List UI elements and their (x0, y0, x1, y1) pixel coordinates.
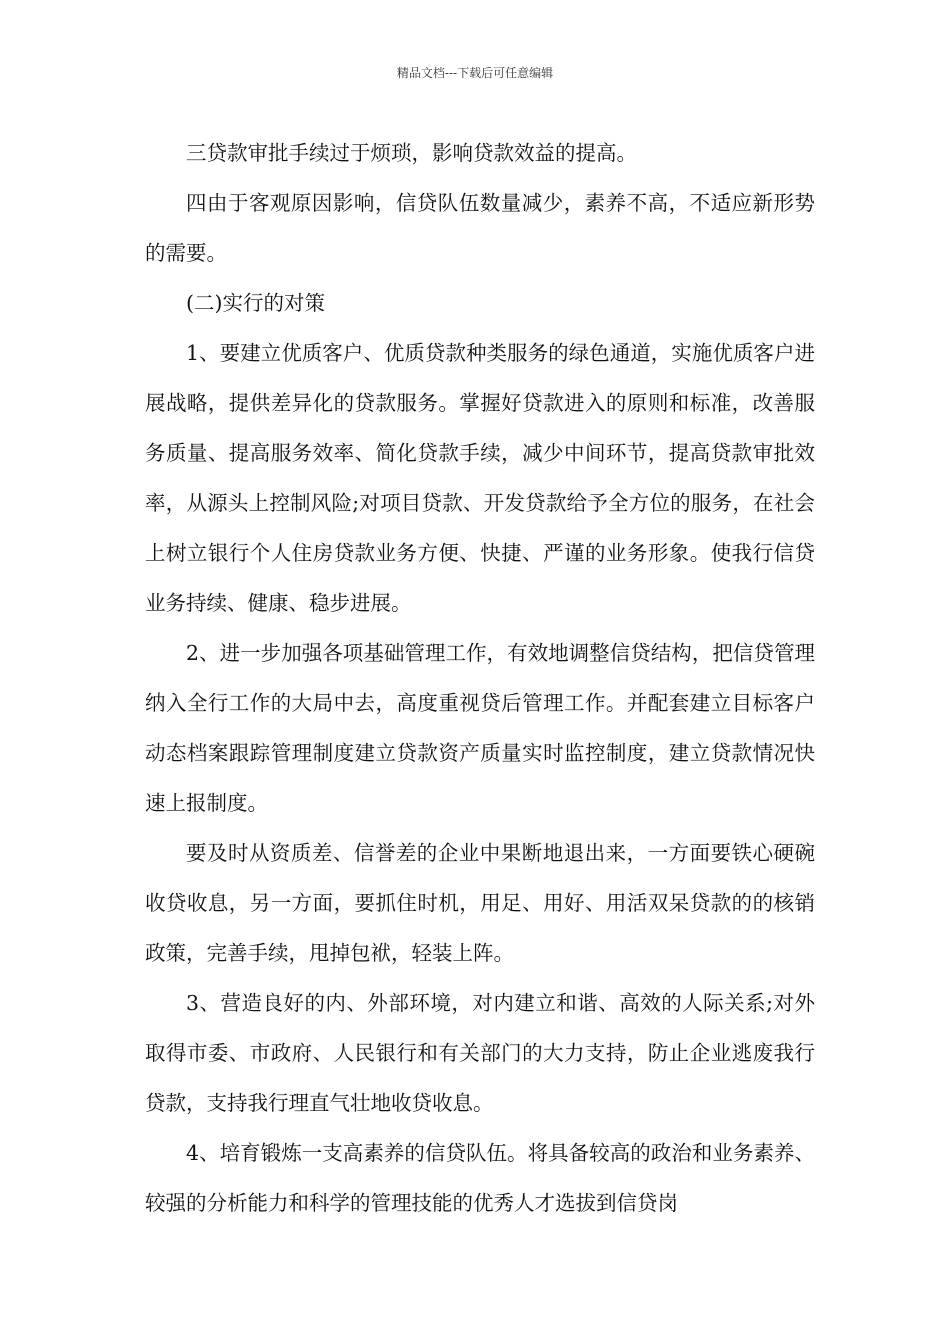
document-body (145, 128, 815, 1228)
paragraph: 1、要建立优质客户、优质贷款种类服务的绿色通道，实施优质客户进展战略，提供差异化的贷款服务。掌握好贷款进入的原则和标准，改善服务质量、提高服务效率、简化贷款手续，减少中间环节，提高贷款审批效率，从源头上控制风险;对项目贷款、开发贷款给予全方位的服务，在社会上树立银行个人住房贷款业务方便、快捷、严谨的业务形象。使我行信贷业务持续、健康、稳步进展。 (145, 341, 815, 615)
paragraph: 2、进一步加强各项基础管理工作，有效地调整信贷结构，把信贷管理纳入全行工作的大局中去，高度重视贷后管理工作。并配套建立目标客户动态档案跟踪管理制度建立贷款资产质量实时监控制度，建立贷款情况快速上报制度。 (145, 641, 815, 815)
paragraph: 3、营造良好的内、外部环境，对内建立和谐、高效的人际关系;对外取得市委、市政府、人民银行和有关部门的大力支持，防止企业逃废我行贷款，支持我行理直气壮地收贷收息。 (145, 991, 815, 1115)
section-heading: (二)实行的对策 (186, 291, 325, 315)
page-header: 精品文档---下载后可任意编辑 (396, 66, 554, 80)
paragraph: 四由于客观原因影响，信贷队伍数量减少，素养不高，不适应新形势的需要。 (145, 191, 815, 265)
paragraph: 三贷款审批手续过于烦琐，影响贷款效益的提高。 (186, 141, 637, 165)
paragraph: 4、培育锻炼一支高素养的信贷队伍。将具备较高的政治和业务素养、较强的分析能力和科学的管理技能的优秀人才选拔到信贷岗 (145, 1141, 815, 1215)
paragraph: 要及时从资质差、信誉差的企业中果断地退出来，一方面要铁心硬碗收贷收息，另一方面，要抓住时机，用足、用好、用活双呆贷款的的核销政策，完善手续，甩掉包袱，轻装上阵。 (145, 841, 815, 965)
